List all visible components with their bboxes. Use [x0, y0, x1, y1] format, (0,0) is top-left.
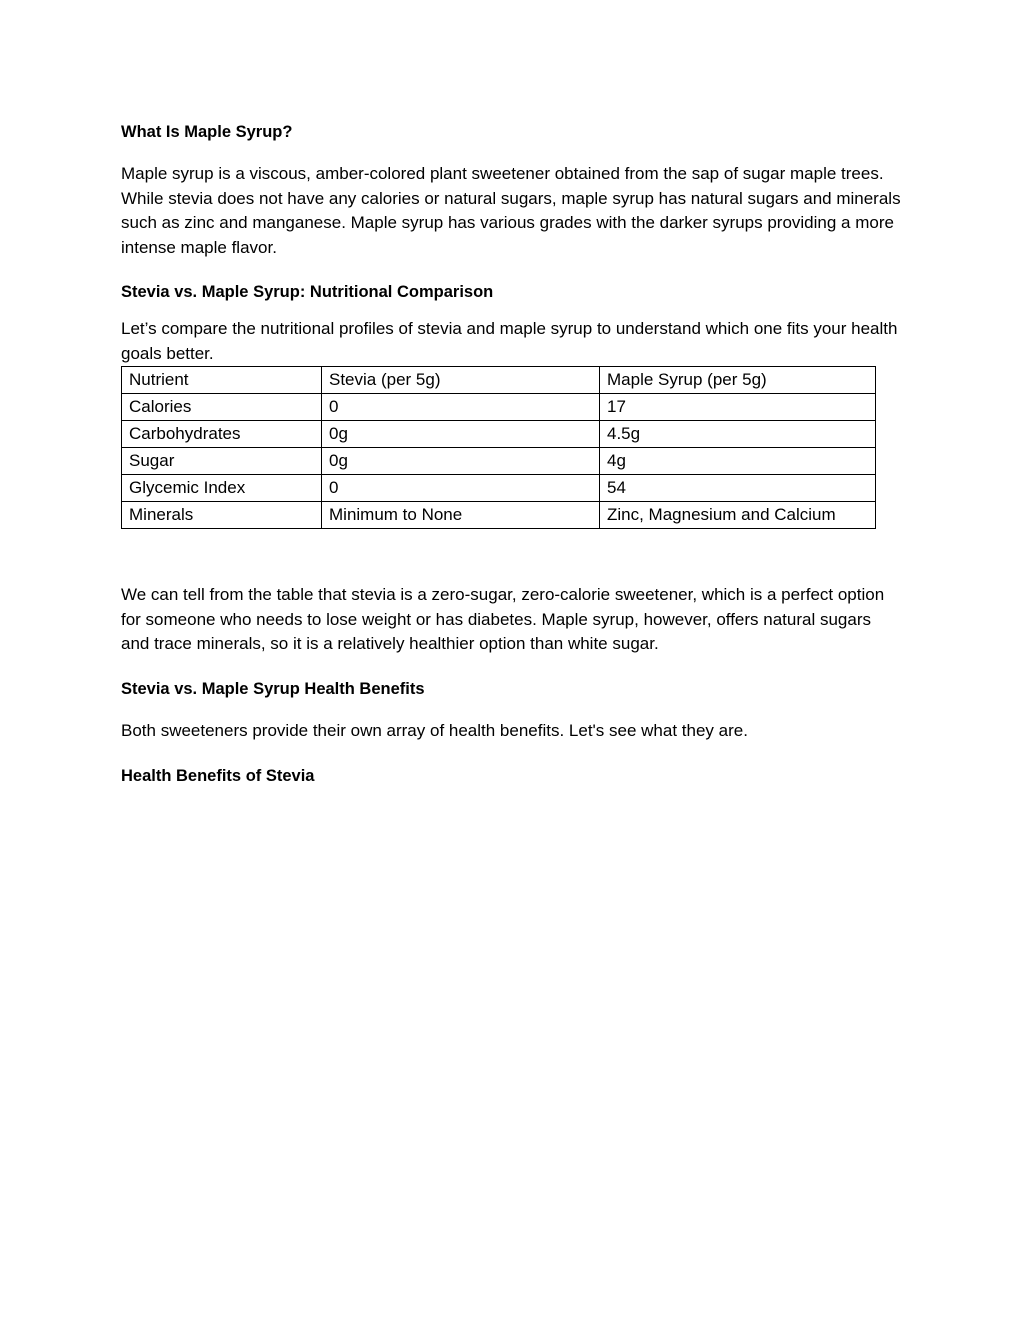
table-row — [122, 394, 876, 421]
table-cell: 0 — [322, 475, 600, 502]
table-row — [122, 502, 876, 529]
table-cell: 0g — [322, 448, 600, 475]
nutrition-table — [121, 366, 876, 529]
table-cell: 0 — [322, 394, 600, 421]
paragraph-table-conclusion: We can tell from the table that stevia is a zero-sugar, zero-calorie sweetener, which is a perfect option for someone who needs to lose weight or has diabetes. Maple syrup, however, offers natural sugars and trace minerals, so it is a relatively healthier option than white sugar. — [121, 585, 885, 653]
table-header-cell: Nutrient — [122, 367, 322, 394]
heading-stevia-benefits: Health Benefits of Stevia — [121, 767, 315, 785]
table-cell: Minimum to None — [322, 502, 600, 529]
paragraph-maple-description: Maple syrup is a viscous, amber-colored plant sweetener obtained from the sap of sugar maple trees. While stevia does not have any calories or natural sugars, maple syrup has natural sugars and minerals such as zinc and manganese. Maple syrup has various grades with the darker syrups providing a more intense maple flavor. — [121, 164, 901, 257]
table-row — [122, 421, 876, 448]
table-cell: 0g — [322, 421, 600, 448]
table-cell: 17 — [600, 394, 876, 421]
table-cell: 54 — [600, 475, 876, 502]
table-cell: Calories — [122, 394, 322, 421]
table-cell: 4.5g — [600, 421, 876, 448]
table-cell: Zinc, Magnesium and Calcium — [600, 502, 876, 529]
table-cell: Sugar — [122, 448, 322, 475]
table-header-row — [122, 367, 876, 394]
table-cell: Glycemic Index — [122, 475, 322, 502]
heading-what-is-maple-syrup: What Is Maple Syrup? — [121, 123, 293, 141]
table-cell: 4g — [600, 448, 876, 475]
heading-health-benefits: Stevia vs. Maple Syrup Health Benefits — [121, 680, 425, 698]
table-header-cell: Stevia (per 5g) — [322, 367, 600, 394]
table-cell: Carbohydrates — [122, 421, 322, 448]
paragraph-benefits-intro: Both sweeteners provide their own array of health benefits. Let's see what they are. — [121, 721, 748, 740]
paragraph-comparison-intro: Let’s compare the nutritional profiles of stevia and maple syrup to understand which one fits your health goals better. — [121, 319, 898, 363]
table-cell: Minerals — [122, 502, 322, 529]
table-row — [122, 448, 876, 475]
table-header-cell: Maple Syrup (per 5g) — [600, 367, 876, 394]
heading-nutritional-comparison: Stevia vs. Maple Syrup: Nutritional Comparison — [121, 283, 494, 301]
table-row — [122, 475, 876, 502]
